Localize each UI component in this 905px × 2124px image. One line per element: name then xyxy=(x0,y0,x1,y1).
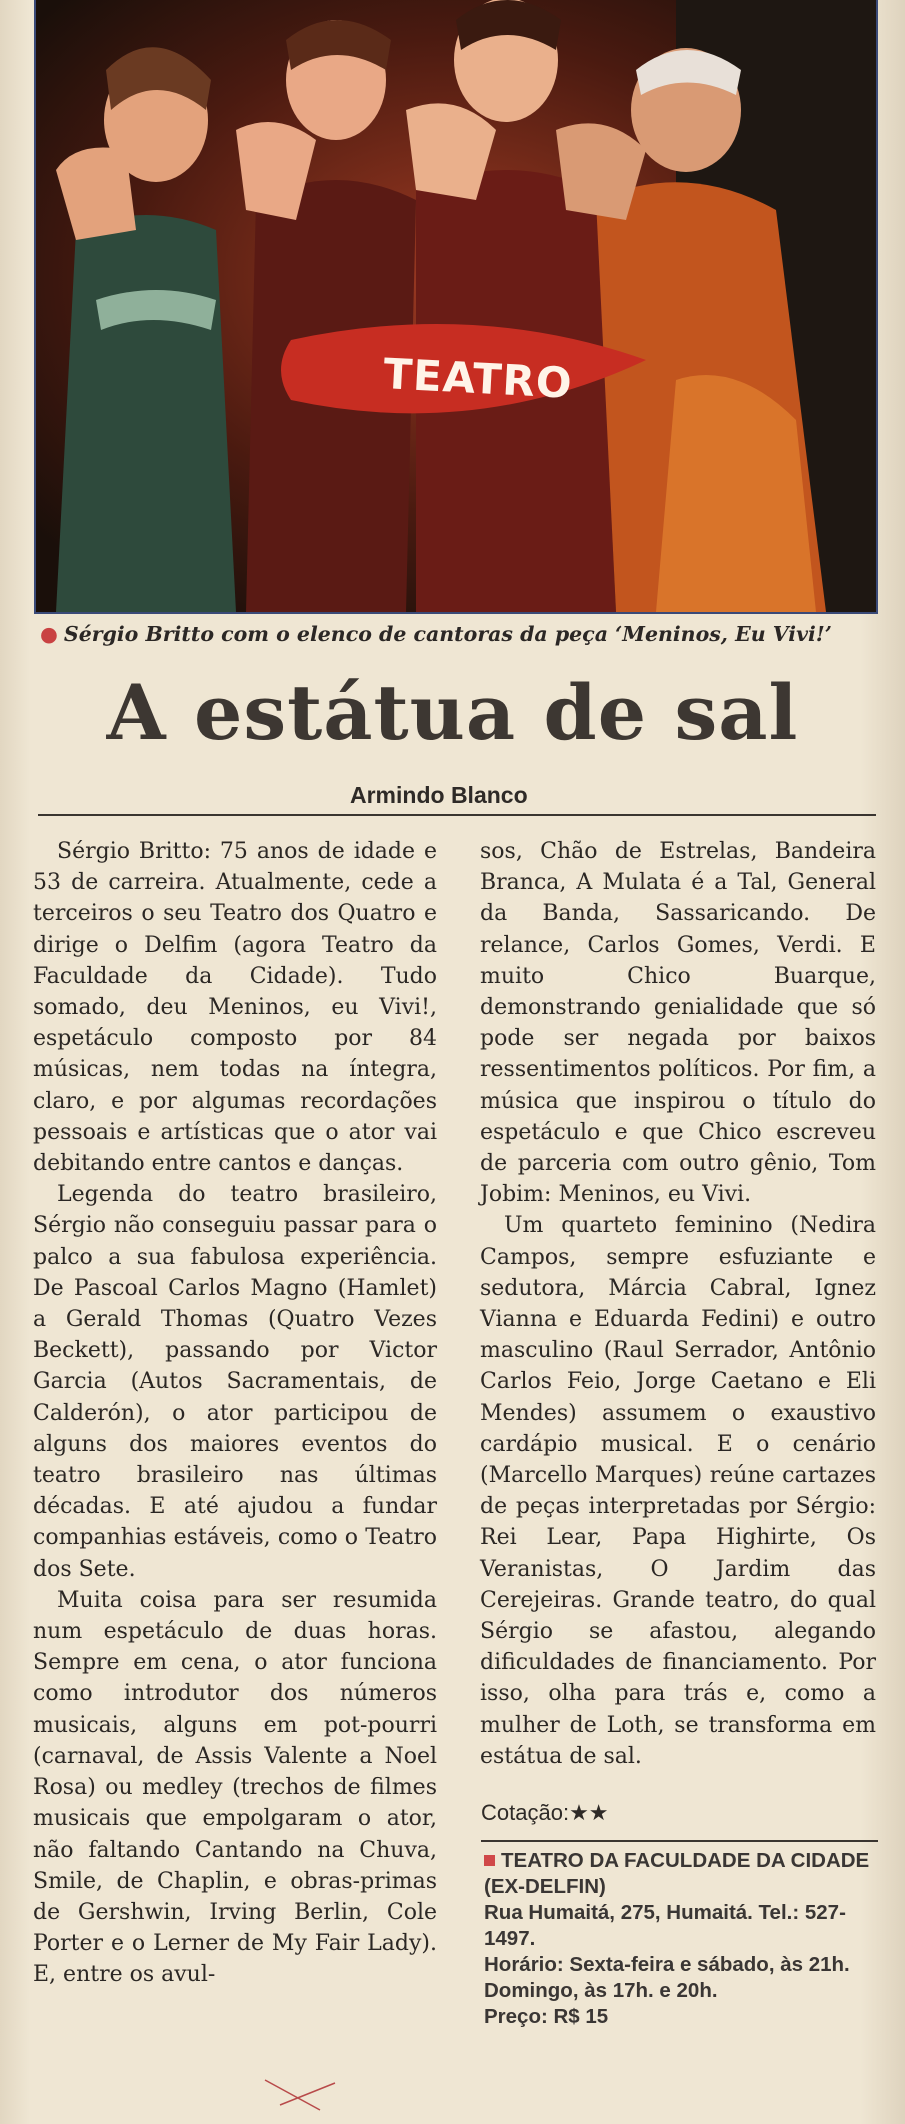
square-bullet-icon xyxy=(484,1855,495,1866)
article-byline: Armindo Blanco xyxy=(350,782,528,808)
divider xyxy=(38,814,876,816)
divider xyxy=(481,1840,878,1842)
caption-text: Sérgio Britto com o elenco de cantoras da peça ‘Meninos, Eu Vivi!’ xyxy=(63,622,832,646)
venue-name: TEATRO DA FACULDADE DA CIDADE (EX-DELFIN) xyxy=(484,1849,870,1898)
article-column-1 xyxy=(33,836,437,1991)
article-headline: A estátua de sal xyxy=(106,668,799,757)
bullet-icon: ● xyxy=(40,622,58,646)
article-column-2 xyxy=(480,836,876,1772)
paragraph: Muita coisa para ser resumida num espetáculo de duas horas. Sempre em cena, o ator funciona como introdutor dos números musicais, alguns em pot-pourri (carnaval, de Assis Valente a Noel Rosa) ou medley (trechos de filmes musicais que empolgaram o ator, não faltando Cantando na Chuva, Smile, de Chaplin, e obras-primas de Gershwin, Irving Berlin, Cole Porter e o Lerner de My Fair Lady). E, entre os avul- xyxy=(33,1587,437,1988)
venue-info xyxy=(484,1848,880,2030)
paragraph: sos, Chão de Estrelas, Bandeira Branca, A Mulata é a Tal, General da Banda, Sassaricando. De relance, Carlos Gomes, Verdi. E muito Chico Buarque, demonstrando genialidade que só pode ser negada por baixos ressentimentos políticos. Por fim, a música que inspirou o título do espetáculo e que Chico escreveu de parceria com outro gênio, Tom Jobim: Meninos, eu Vivi. xyxy=(480,839,876,1208)
rating-label: Cotação: xyxy=(481,1800,570,1825)
photo-caption xyxy=(40,622,880,646)
venue-address: Rua Humaitá, 275, Humaitá. Tel.: 527-1497. xyxy=(484,1901,846,1950)
star-icon: ★★ xyxy=(569,1800,609,1825)
teatro-sign-text: TEATRO xyxy=(382,348,574,408)
paragraph: Um quarteto feminino (Nedira Campos, sempre esfuziante e sedutora, Márcia Cabral, Ignez Vianna e Eduarda Fedini) e outro masculino (Raul Serrador, Antônio Carlos Feio, Jorge Caetano e Eli Mendes) assumem o exaustivo cardápio musical. E o cenário (Marcello Marques) reúne cartazes de peças interpretadas por Sérgio: Rei Lear, Papa Highirte, Os Veranistas, O Jardim das Cerejeiras. Grande teatro, do qual Sérgio se afastou, alegando dificuldades de financiamento. Por isso, olha para trás e, como a mulher de Loth, se transforma em estátua de sal. xyxy=(480,1213,876,1769)
rating xyxy=(481,1800,609,1826)
paragraph: Legenda do teatro brasileiro, Sérgio não conseguiu passar para o palco a sua fabulosa experiência. De Pascoal Carlos Magno (Hamlet) a Gerald Thomas (Quatro Vezes Beckett), passando por Victor Garcia (Autos Sacramentais, de Calderón), o ator participou de alguns dos maiores eventos do teatro brasileiro nas últimas décadas. E até ajudou a fundar companhias estáveis, como o Teatro dos Sete. xyxy=(33,1182,437,1582)
venue-hours: Horário: Sexta-feira e sábado, às 21h. Domingo, às 17h. e 20h. xyxy=(484,1953,850,2002)
venue-price: Preço: R$ 15 xyxy=(484,2005,609,2028)
paragraph: Sérgio Britto: 75 anos de idade e 53 de carreira. Atualmente, cede a terceiros o seu Teatro dos Quatro e dirige o Delfim (agora Teatro da Faculdade da Cidade). Tudo somado, deu Meninos, eu Vivi!, espetáculo composto por 84 músicas, nem todas na íntegra, claro, e por algumas recordações pessoais e artísticas que o ator vai debitando entre cantos e danças. xyxy=(33,839,437,1177)
stage-photo xyxy=(34,0,878,614)
pen-mark xyxy=(260,2075,350,2115)
